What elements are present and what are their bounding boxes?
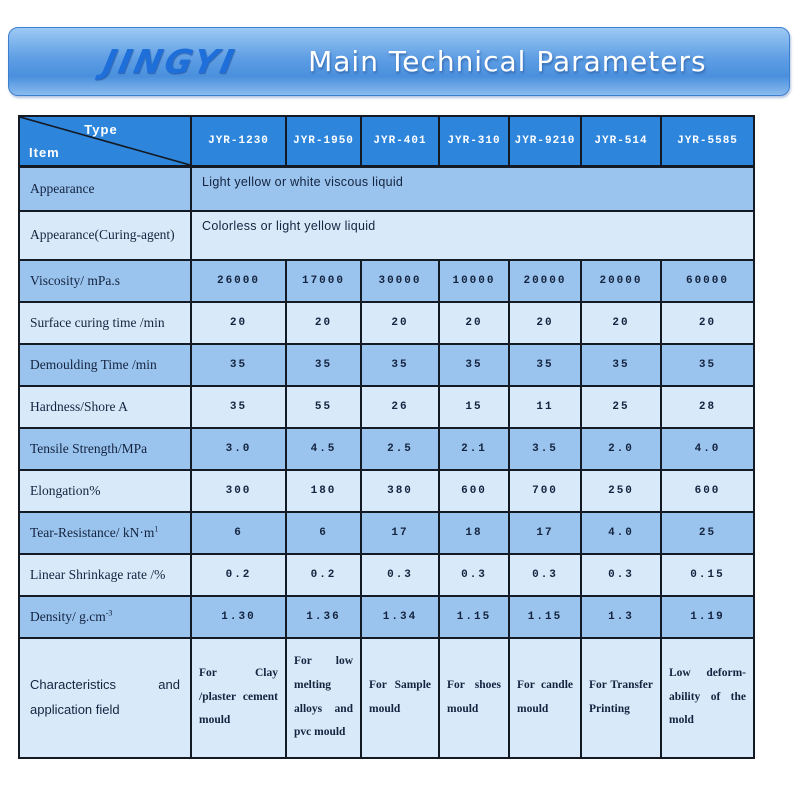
- cell-value: 0.3: [439, 554, 509, 596]
- col-header: JYR-1230: [191, 116, 286, 167]
- cell-value: 35: [439, 344, 509, 386]
- cell-value: 2.5: [361, 428, 439, 470]
- corner-item-label: Item: [29, 145, 60, 160]
- col-header: JYR-401: [361, 116, 439, 167]
- cell-value: 1.30: [191, 596, 286, 638]
- cell-value: 17000: [286, 260, 361, 302]
- cell-value: 17: [509, 512, 581, 554]
- table-row: [19, 470, 754, 512]
- company-logo: JINGYI: [99, 42, 241, 81]
- cell-value: 25: [581, 386, 661, 428]
- row-label: Linear Shrinkage rate /%: [19, 554, 191, 596]
- cell-value: 20: [509, 302, 581, 344]
- cell-value: 1.36: [286, 596, 361, 638]
- cell-value: 17: [361, 512, 439, 554]
- page-title: Main Technical Parameters: [308, 45, 707, 78]
- table-row: [19, 344, 754, 386]
- row-label: Tear-Resistance/ $kN\cdot m^1$: [19, 512, 191, 554]
- cell-value: 4.5: [286, 428, 361, 470]
- row-label: Hardness/Shore A: [19, 386, 191, 428]
- row-label: Density/ $g.cm^{-3}$: [19, 596, 191, 638]
- cell-value: 0.2: [191, 554, 286, 596]
- header-row: [19, 116, 754, 167]
- cell-value: 35: [661, 344, 754, 386]
- cell-value: 0.3: [509, 554, 581, 596]
- table-row: [19, 386, 754, 428]
- cell-value: 55: [286, 386, 361, 428]
- cell-value: 0.15: [661, 554, 754, 596]
- cell-value: 35: [509, 344, 581, 386]
- cell-value: 15: [439, 386, 509, 428]
- row-label: Surface curing time /min: [19, 302, 191, 344]
- cell-value: For shoes mould: [439, 638, 509, 758]
- cell-value: For low melting alloys and pvc mould: [286, 638, 361, 758]
- cell-value: 1.19: [661, 596, 754, 638]
- col-header: JYR-9210: [509, 116, 581, 167]
- table-row: [19, 554, 754, 596]
- row-label: Appearance: [19, 167, 191, 211]
- cell-value: For Transfer Printing: [581, 638, 661, 758]
- cell-value: 20: [661, 302, 754, 344]
- cell-value: 35: [191, 344, 286, 386]
- cell-value: For candle mould: [509, 638, 581, 758]
- cell-value: 26: [361, 386, 439, 428]
- table-row: [19, 596, 754, 638]
- cell-value: 20: [439, 302, 509, 344]
- cell-value: 4.0: [661, 428, 754, 470]
- cell-value: 1.34: [361, 596, 439, 638]
- cell-value: 0.3: [581, 554, 661, 596]
- cell-value: 0.3: [361, 554, 439, 596]
- cell-value: 20: [361, 302, 439, 344]
- cell-value: 20: [191, 302, 286, 344]
- cell-value: 20: [581, 302, 661, 344]
- row-label: Demoulding Time /min: [19, 344, 191, 386]
- corner-type-label: Type: [84, 122, 118, 137]
- col-header: JYR-5585: [661, 116, 754, 167]
- cell-value: 180: [286, 470, 361, 512]
- cell-value: 26000: [191, 260, 286, 302]
- row-label: Viscosity/ mPa.s: [19, 260, 191, 302]
- cell-value: 2.0: [581, 428, 661, 470]
- table-row: [19, 512, 754, 554]
- row-label: Appearance(Curing-agent): [19, 211, 191, 260]
- col-header: JYR-514: [581, 116, 661, 167]
- cell-value: 380: [361, 470, 439, 512]
- cell-value: 20: [286, 302, 361, 344]
- table-row: [19, 260, 754, 302]
- cell-value: 35: [581, 344, 661, 386]
- header-banner: [8, 27, 790, 96]
- cell-value: 1.15: [509, 596, 581, 638]
- technical-parameters-table: [18, 115, 755, 759]
- cell-value: 60000: [661, 260, 754, 302]
- table-row: [19, 428, 754, 470]
- cell-value: 35: [191, 386, 286, 428]
- cell-value: 0.2: [286, 554, 361, 596]
- cell-value: Low deform-ability of the mold: [661, 638, 754, 758]
- cell-value: 3.0: [191, 428, 286, 470]
- col-header: JYR-310: [439, 116, 509, 167]
- cell-value: 4.0: [581, 512, 661, 554]
- cell-value: 6: [191, 512, 286, 554]
- cell-value: 35: [286, 344, 361, 386]
- cell-value: 2.1: [439, 428, 509, 470]
- cell-value: 700: [509, 470, 581, 512]
- cell-value: 35: [361, 344, 439, 386]
- cell-value: Light yellow or white viscous liquid: [191, 167, 754, 211]
- cell-value: 28: [661, 386, 754, 428]
- cell-value: For Clay /plaster cement mould: [191, 638, 286, 758]
- cell-value: 300: [191, 470, 286, 512]
- cell-value: For Sample mould: [361, 638, 439, 758]
- corner-type-item-cell: [19, 116, 191, 167]
- cell-value: 20000: [509, 260, 581, 302]
- cell-value: 3.5: [509, 428, 581, 470]
- cell-value: 20000: [581, 260, 661, 302]
- table-row: [19, 211, 754, 260]
- cell-value: 600: [439, 470, 509, 512]
- cell-value: 1.15: [439, 596, 509, 638]
- cell-value: 18: [439, 512, 509, 554]
- col-header: JYR-1950: [286, 116, 361, 167]
- cell-value: 1.3: [581, 596, 661, 638]
- row-label: Elongation%: [19, 470, 191, 512]
- cell-value: 11: [509, 386, 581, 428]
- table-row: [19, 302, 754, 344]
- row-label: Tensile Strength/MPa: [19, 428, 191, 470]
- cell-value: 30000: [361, 260, 439, 302]
- cell-value: 10000: [439, 260, 509, 302]
- cell-value: 25: [661, 512, 754, 554]
- cell-value: 600: [661, 470, 754, 512]
- cell-value: 250: [581, 470, 661, 512]
- table-row-characteristics: [19, 638, 754, 758]
- cell-value: 6: [286, 512, 361, 554]
- row-label: Characteristics and application field: [19, 638, 191, 758]
- cell-value: Colorless or light yellow liquid: [191, 211, 754, 260]
- table-row: [19, 167, 754, 211]
